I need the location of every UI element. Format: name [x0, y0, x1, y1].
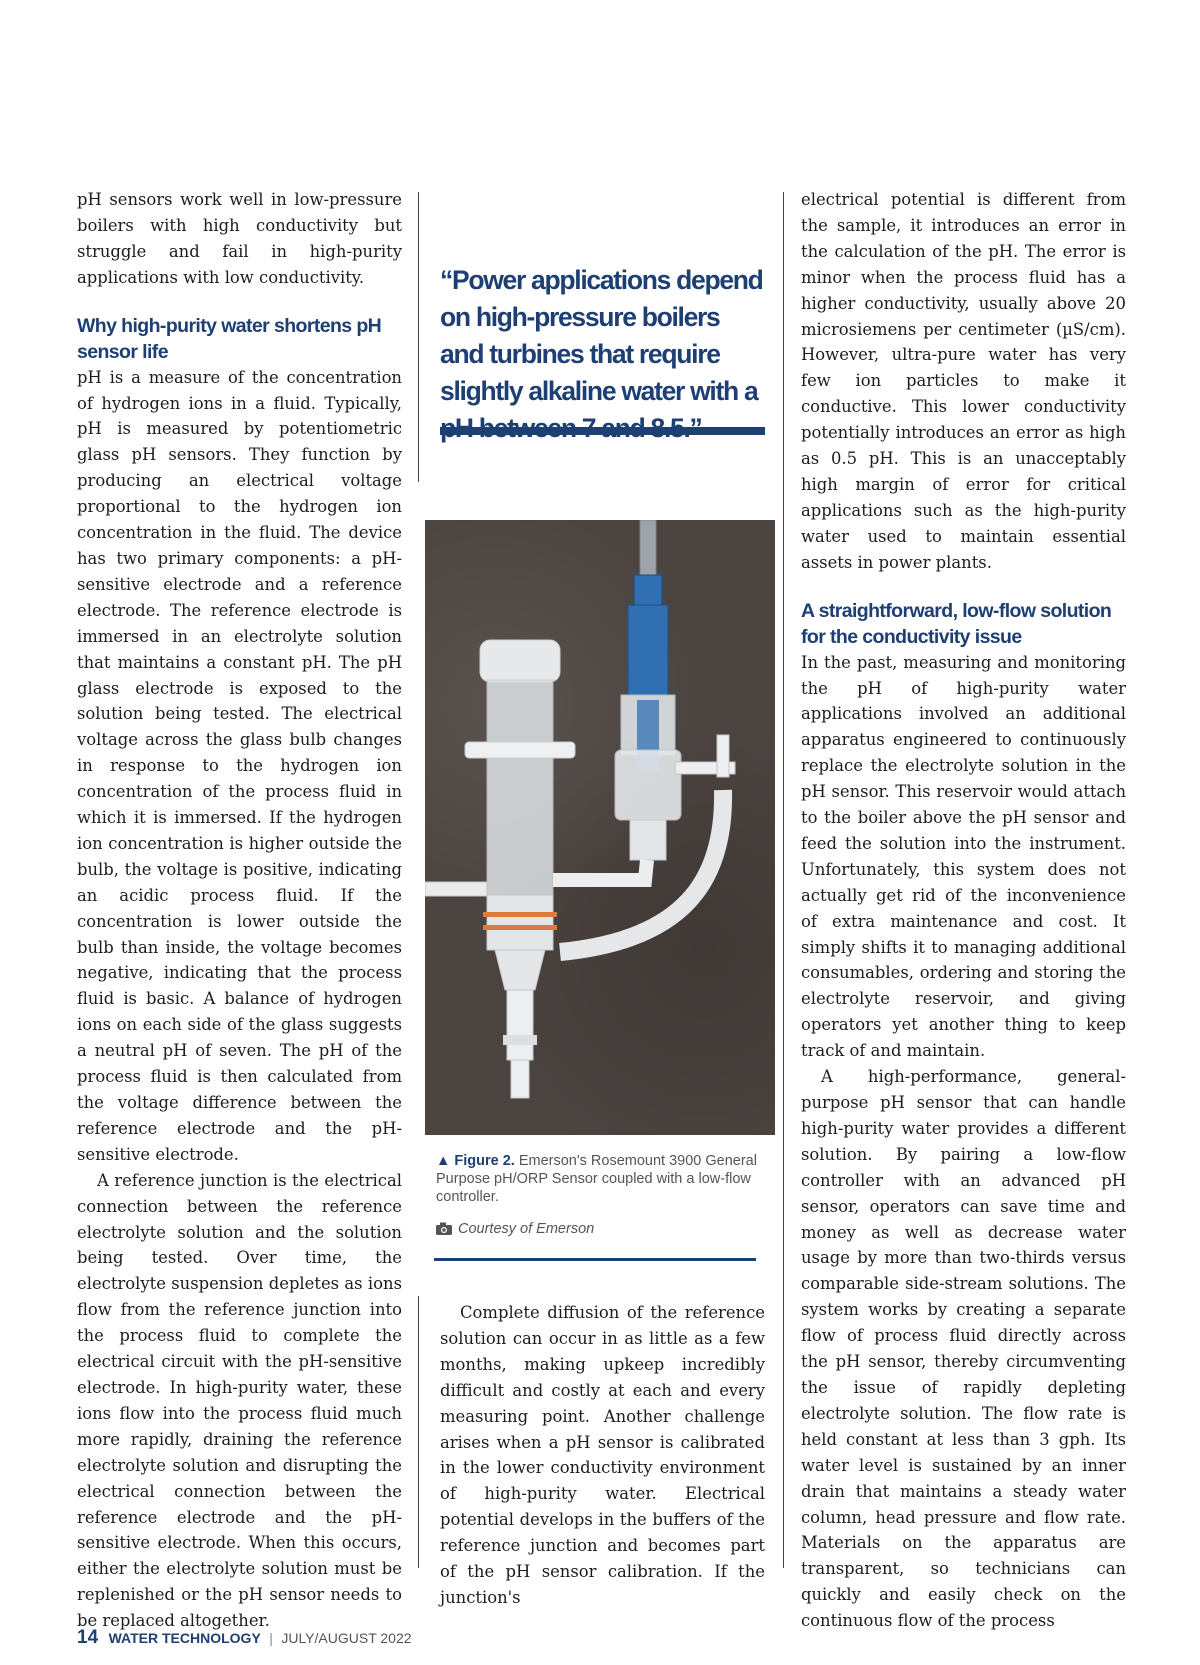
left-column [77, 187, 402, 1634]
photo-credit [436, 1221, 594, 1239]
column-divider [418, 192, 419, 482]
body-paragraph: A high-performance, general-purpose pH sensor that can handle high-purity water provides a different solution. By pairing a low-flow controller with an advanced pH sensor, operators can save time and money as well as decrease water usage by more than two-thirds versus comparable side-stream solutions. The system works by creating a separate flow of process fluid directly across the pH sensor, thereby circumventing the issue of rapidly depleting electrolyte solution. The flow rate is held constant at less than 3 gph. Its water level is sustained by an inner drain that maintains a steady water column, head pressure and flow rate. Materials on the apparatus are transparent, so technicians can quickly and easily check on the continuous flow of the process [801, 1067, 1126, 1631]
page-footer [77, 1627, 412, 1649]
section-heading-high-purity: Why high-purity water shortens pH sensor life [77, 314, 382, 363]
body-paragraph: Complete diffusion of the reference solution can occur in as little as a few months, making upkeep incredibly difficult and costly at each and every measuring point. Another challenge arises when a pH sensor is calibrated in the lower conductivity environment of high-purity water. Electrical potential develops in the buffers of the reference junction and becomes part of the pH sensor calibration. If the junction's [440, 1303, 765, 1607]
column-divider [418, 1296, 419, 1568]
pull-quote-underline [440, 427, 765, 435]
page-number: 14 [77, 1627, 99, 1648]
figure-photo [425, 520, 775, 1135]
issue-date: JULY/AUGUST 2022 [281, 1630, 412, 1646]
body-paragraph: In the past, measuring and monitoring the pH of high-purity water applications involved an additional apparatus engineered to continuously replace the electrolyte solution in the pH sensor. This reservoir would attach to the boiler above the pH sensor and feed the solution into the instrument. Unfortunately, this system does not actually get rid of the inconvenience of extra maintenance and cost. It simply shifts it to managing additional consumables, ordering and storing the electrolyte reservoir, and giving operators yet another thing to keep track of and maintain. [801, 652, 1126, 1061]
camera-icon [436, 1222, 452, 1239]
ph-sensor-illustration [425, 520, 775, 1135]
footer-separator: | [269, 1630, 273, 1646]
pull-quote: “Power applications depend on high-pressure boilers and turbines that require slightly alkaline water with a [440, 265, 763, 406]
body-paragraph: A reference junction is the electrical connection between the reference electrolyte solution and the solution being tested. Over time, the electrolyte suspension depletes as ions flow from the reference junction into the process fluid to complete the electrical circuit with the pH-sensitive electrode. In high-purity water, these ions flow into the process fluid much more rapidly, draining the reference electrolyte solution and disrupting the electrical connection between the reference electrode and the pH-sensitive electrode. When this occurs, either the electrolyte solution must be replenished or the pH sensor needs to be replaced altogether. [77, 1170, 402, 1631]
figure-caption [436, 1152, 766, 1206]
body-paragraph: electrical potential is different from the sample, it introduces an error in the calculation of the pH. The error is minor when the process fluid has a higher conductivity, usually above 20 microsiemens per centimeter (µS/cm). However, ultra-pure water has very few ion particles to make it conductive. This lower conductivity potentially introduces an error as high as 0.5 pH. This is an unacceptably high margin of error for critical applications such as the high-purity water used to maintain essential assets in power plants. [801, 190, 1126, 572]
caption-text: Emerson's Rosemount 3900 General Purpose pH/ORP Sensor coupled with a low-flow controller. [436, 1153, 757, 1205]
column-divider [783, 192, 784, 1568]
magazine-name: WATER TECHNOLOGY [108, 1630, 261, 1646]
caption-label: ▲ Figure 2. [436, 1153, 515, 1169]
pull-quote-block [440, 262, 765, 447]
credit-text: Courtesy of Emerson [458, 1221, 595, 1237]
caption-underline [434, 1258, 756, 1261]
right-column [801, 187, 1126, 1634]
section-heading-low-flow: A straightforward, low-flow solution for the conductivity issue [801, 599, 1112, 648]
middle-column [440, 1300, 765, 1611]
body-paragraph: pH is a measure of the concentration of hydrogen ions in a fluid. Typically, pH is measured by potentiometric glass pH sensors. They function by producing an electrical voltage proportional to the hydrogen ion concentration in the fluid. The device has two primary components: a pH-sensitive electrode and a reference electrode. The reference electrode is immersed in an electrolyte solution that maintains a constant pH. The pH glass electrode is exposed to the solution being tested. The electrical voltage across the glass bulb changes in response to the hydrogen ion concentration of the process fluid in which it is immersed. If the hydrogen ion concentration is higher outside the bulb, the voltage is positive, indicating an acidic process fluid. If the concentration is lower outside the bulb than inside, the voltage becomes negative, indicating that the process fluid is basic. A balance of hydrogen ions on each side of the glass suggests a neutral pH of seven. The pH of the process fluid is then calculated from the voltage difference between the reference electrode and the pH-sensitive electrode. [77, 367, 402, 1164]
intro-paragraph: pH sensors work well in low-pressure boilers with high conductivity but struggle and fail in high-purity applications with low conductivity. [77, 190, 402, 287]
